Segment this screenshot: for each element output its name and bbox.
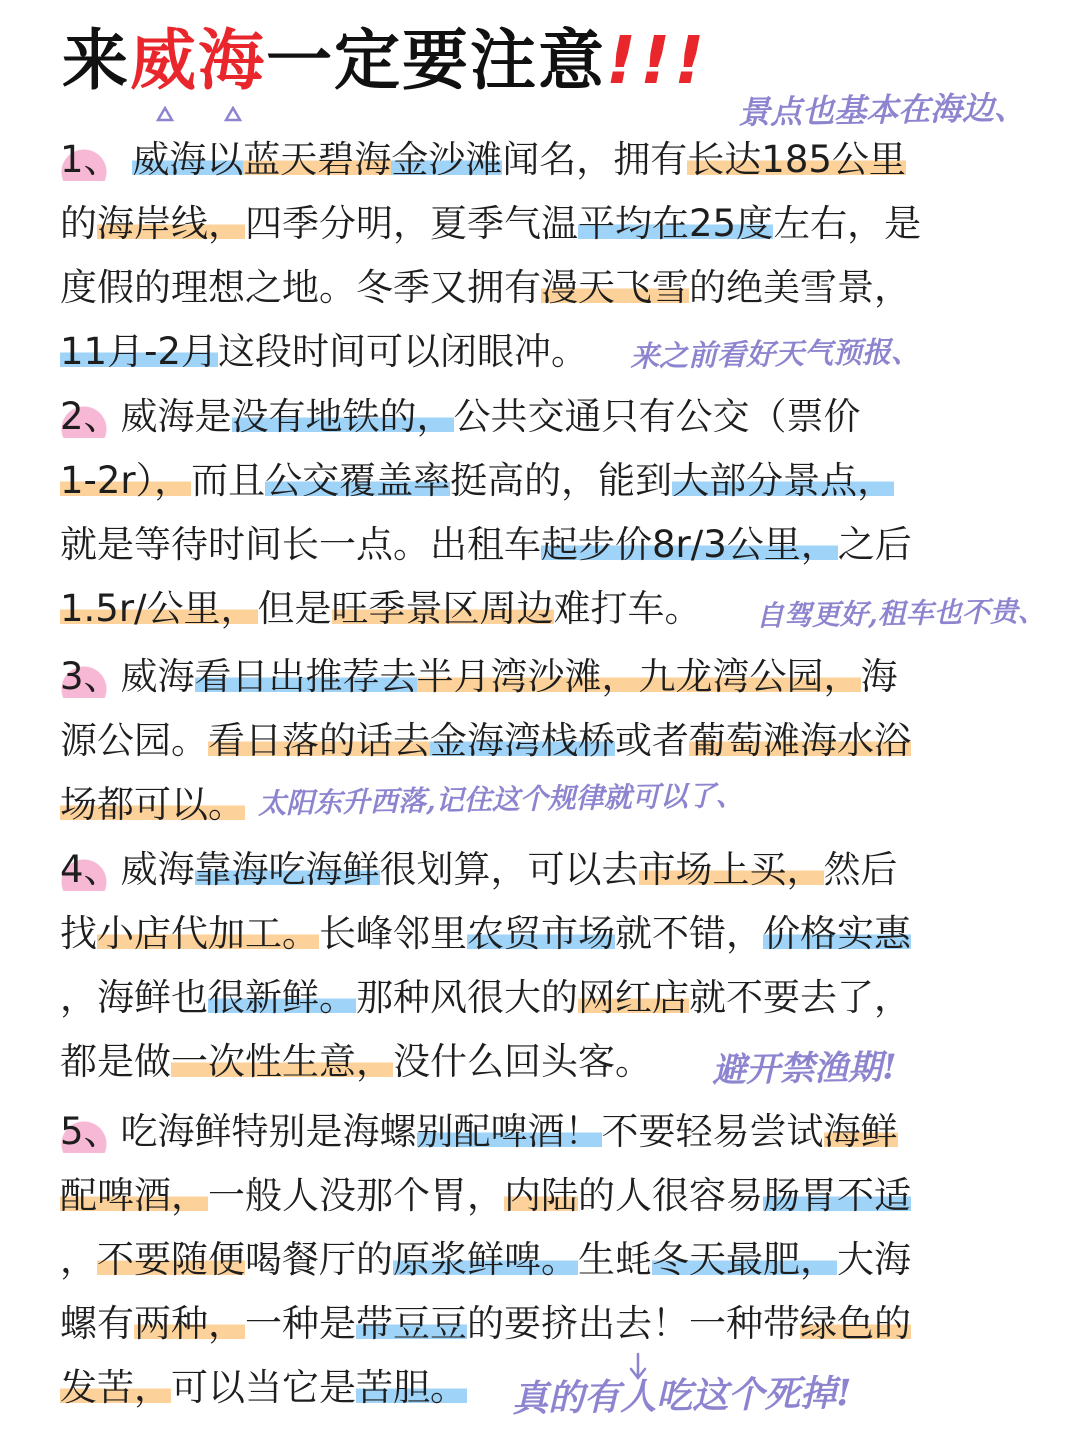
highlighted-text: 旺季景区周边 — [331, 587, 554, 630]
text-segment: 度假的理想之地。冬季又拥有 — [60, 266, 541, 309]
highlighted-text: 1.5r/公里， — [60, 587, 258, 630]
text-segment: 没什么回头客。 — [393, 1040, 652, 1083]
highlighted-text: 场都可以。 — [60, 783, 245, 826]
highlighted-text: 内陆 — [504, 1174, 578, 1217]
highlighted-text: 金沙滩 — [391, 138, 503, 181]
tip-number: 1、 — [60, 138, 121, 181]
text-segment: 不要轻易尝试 — [601, 1110, 824, 1153]
text-segment: 长峰邻里 — [319, 912, 467, 955]
highlighted-text: 绿色的 — [800, 1302, 911, 1345]
text-segment: 四季分明，夏季气温 — [245, 202, 578, 245]
highlighted-text: 蓝天碧海 — [243, 138, 392, 181]
highlighted-text: 海鲜 — [823, 1110, 898, 1153]
highlighted-text: 没有地铁的， — [231, 395, 454, 438]
tip-paragraph-5 — [60, 1100, 1020, 1420]
highlighted-text: 价格实惠 — [763, 912, 911, 955]
text-segment — [121, 138, 133, 181]
text-segment: 左右，是 — [773, 202, 922, 245]
highlighted-text: 苦胆。 — [356, 1366, 467, 1409]
text-segment: 一种是 — [245, 1302, 356, 1345]
handwritten-note-1: 来之前看好天气预报、 — [629, 334, 921, 374]
highlighted-text: 漫天飞雪 — [541, 266, 689, 309]
highlighted-text: 九龙湾公园， — [638, 655, 861, 698]
text-segment: 海 — [860, 655, 898, 698]
text-segment: 吃海鲜特别是海螺 — [120, 1110, 417, 1153]
highlighted-text: 一次性生意， — [171, 1040, 393, 1083]
title-part-3: 一定要注意 — [266, 22, 606, 99]
highlighted-text: 农贸市场 — [467, 912, 615, 955]
triangle-marker-icon — [156, 106, 174, 122]
page-title — [62, 22, 709, 99]
highlighted-text: 冬天最肥， — [652, 1238, 837, 1281]
text-segment: 可以当它是 — [171, 1366, 356, 1409]
highlighted-text: 市场上买， — [638, 848, 824, 891]
title-part-4: !!! — [606, 22, 709, 99]
highlighted-text: 11月-2月 — [60, 330, 218, 373]
handwritten-note-top: 景点也基本在海边、 — [737, 88, 1027, 132]
tip-number: 3、 — [60, 655, 121, 698]
text-segment: 的要挤出去！一种带 — [467, 1302, 800, 1345]
tip-number: 2、 — [60, 395, 121, 438]
highlighted-text: 肠胃不适 — [763, 1174, 911, 1217]
highlighted-text: 平均在25度 — [578, 202, 774, 245]
highlighted-text: 别配啤酒！ — [416, 1110, 602, 1153]
highlighted-text: 大部分景点， — [672, 459, 895, 502]
tip-number: 4、 — [60, 848, 121, 891]
highlighted-text: 葡萄滩海水浴 — [689, 719, 911, 762]
highlighted-text: 金海湾栈桥 — [430, 719, 615, 762]
text-segment: 的 — [60, 202, 97, 245]
text-segment: 挺高的，能到 — [450, 459, 673, 502]
highlighted-text: 不要随便 — [97, 1238, 245, 1281]
text-segment: 威海 — [120, 655, 195, 698]
highlighted-text: 1-2r）， — [60, 459, 192, 502]
highlighted-text: 看日落的话去 — [208, 719, 430, 762]
text-segment: 威海 — [120, 848, 195, 891]
handwritten-note-5: 真的有人吃这个死掉! — [511, 1372, 853, 1420]
handwritten-note-2: 自驾更好,租车也不贵、 — [755, 594, 1047, 633]
handwritten-note-4: 避开禁渔期! — [711, 1047, 898, 1091]
tip-paragraph-3 — [60, 645, 1020, 837]
text-segment: 那种风很大的 — [356, 976, 578, 1019]
tip-paragraph-1 — [60, 128, 1020, 384]
text-segment: 而且 — [191, 459, 266, 502]
text-segment: 就不要去了， — [689, 976, 911, 1019]
text-segment: 就是等待时间长一点。出租车 — [60, 523, 541, 566]
triangle-marker-icon — [224, 106, 242, 122]
highlighted-text: 看日出推荐去 — [194, 655, 417, 698]
text-segment: 难打车。 — [553, 587, 702, 630]
highlighted-text: 很新鲜。 — [208, 976, 356, 1019]
text-segment: 源公园。 — [60, 719, 208, 762]
highlighted-text: 半月湾沙滩， — [416, 655, 639, 698]
tip-paragraph-2 — [60, 385, 1020, 641]
highlighted-text: 靠海吃海鲜 — [194, 848, 380, 891]
highlighted-text: 长达185公里 — [687, 138, 906, 181]
highlighted-text: 配啤酒， — [60, 1174, 208, 1217]
text-segment: 喝餐厅的 — [245, 1238, 393, 1281]
highlighted-text: 发苦， — [60, 1366, 171, 1409]
highlighted-text: 公交覆盖率 — [265, 459, 451, 502]
highlighted-text: 两种， — [134, 1302, 245, 1345]
title-part-2: 威海 — [130, 22, 266, 99]
text-segment: 一般人没那个胃， — [208, 1174, 504, 1217]
text-segment: 螺有 — [60, 1302, 134, 1345]
text-segment: 的绝美雪景， — [689, 266, 911, 309]
highlighted-text: 网红店 — [578, 976, 689, 1019]
text-segment: 生蚝 — [578, 1238, 652, 1281]
text-segment: 大海 — [837, 1238, 911, 1281]
highlighted-text: 原浆鲜啤。 — [393, 1238, 578, 1281]
tip-number: 5、 — [60, 1110, 121, 1153]
highlighted-text: 起步价8r/3公里， — [541, 523, 838, 566]
text-segment: ， — [60, 1238, 97, 1281]
text-segment: 但是 — [257, 587, 332, 630]
text-segment: 或者 — [615, 719, 689, 762]
text-segment: 都是做 — [60, 1040, 171, 1083]
text-segment: 威海是 — [120, 395, 232, 438]
text-segment: 闻名，拥有 — [502, 138, 688, 181]
highlighted-text: 威海以 — [132, 138, 244, 181]
title-part-1: 来 — [62, 22, 130, 99]
text-segment: 这段时间可以闭眼冲。 — [217, 330, 588, 373]
text-segment: 很划算，可以去 — [379, 848, 639, 891]
text-segment: ，海鲜也 — [60, 976, 208, 1019]
text-segment: 就不错， — [615, 912, 763, 955]
text-segment: 之后 — [837, 523, 912, 566]
highlighted-text: 海岸线， — [97, 202, 245, 245]
text-segment: 公共交通只有公交（票价 — [453, 395, 861, 438]
text-segment: 然后 — [823, 848, 898, 891]
handwritten-note-3: 太阳东升西落,记住这个规律就可以了、 — [257, 778, 745, 821]
tip-paragraph-4 — [60, 838, 1020, 1094]
highlighted-text: 带豆豆 — [356, 1302, 467, 1345]
text-segment: 找 — [60, 912, 97, 955]
highlighted-text: 小店代加工。 — [97, 912, 319, 955]
text-segment: 的人很容易 — [578, 1174, 763, 1217]
